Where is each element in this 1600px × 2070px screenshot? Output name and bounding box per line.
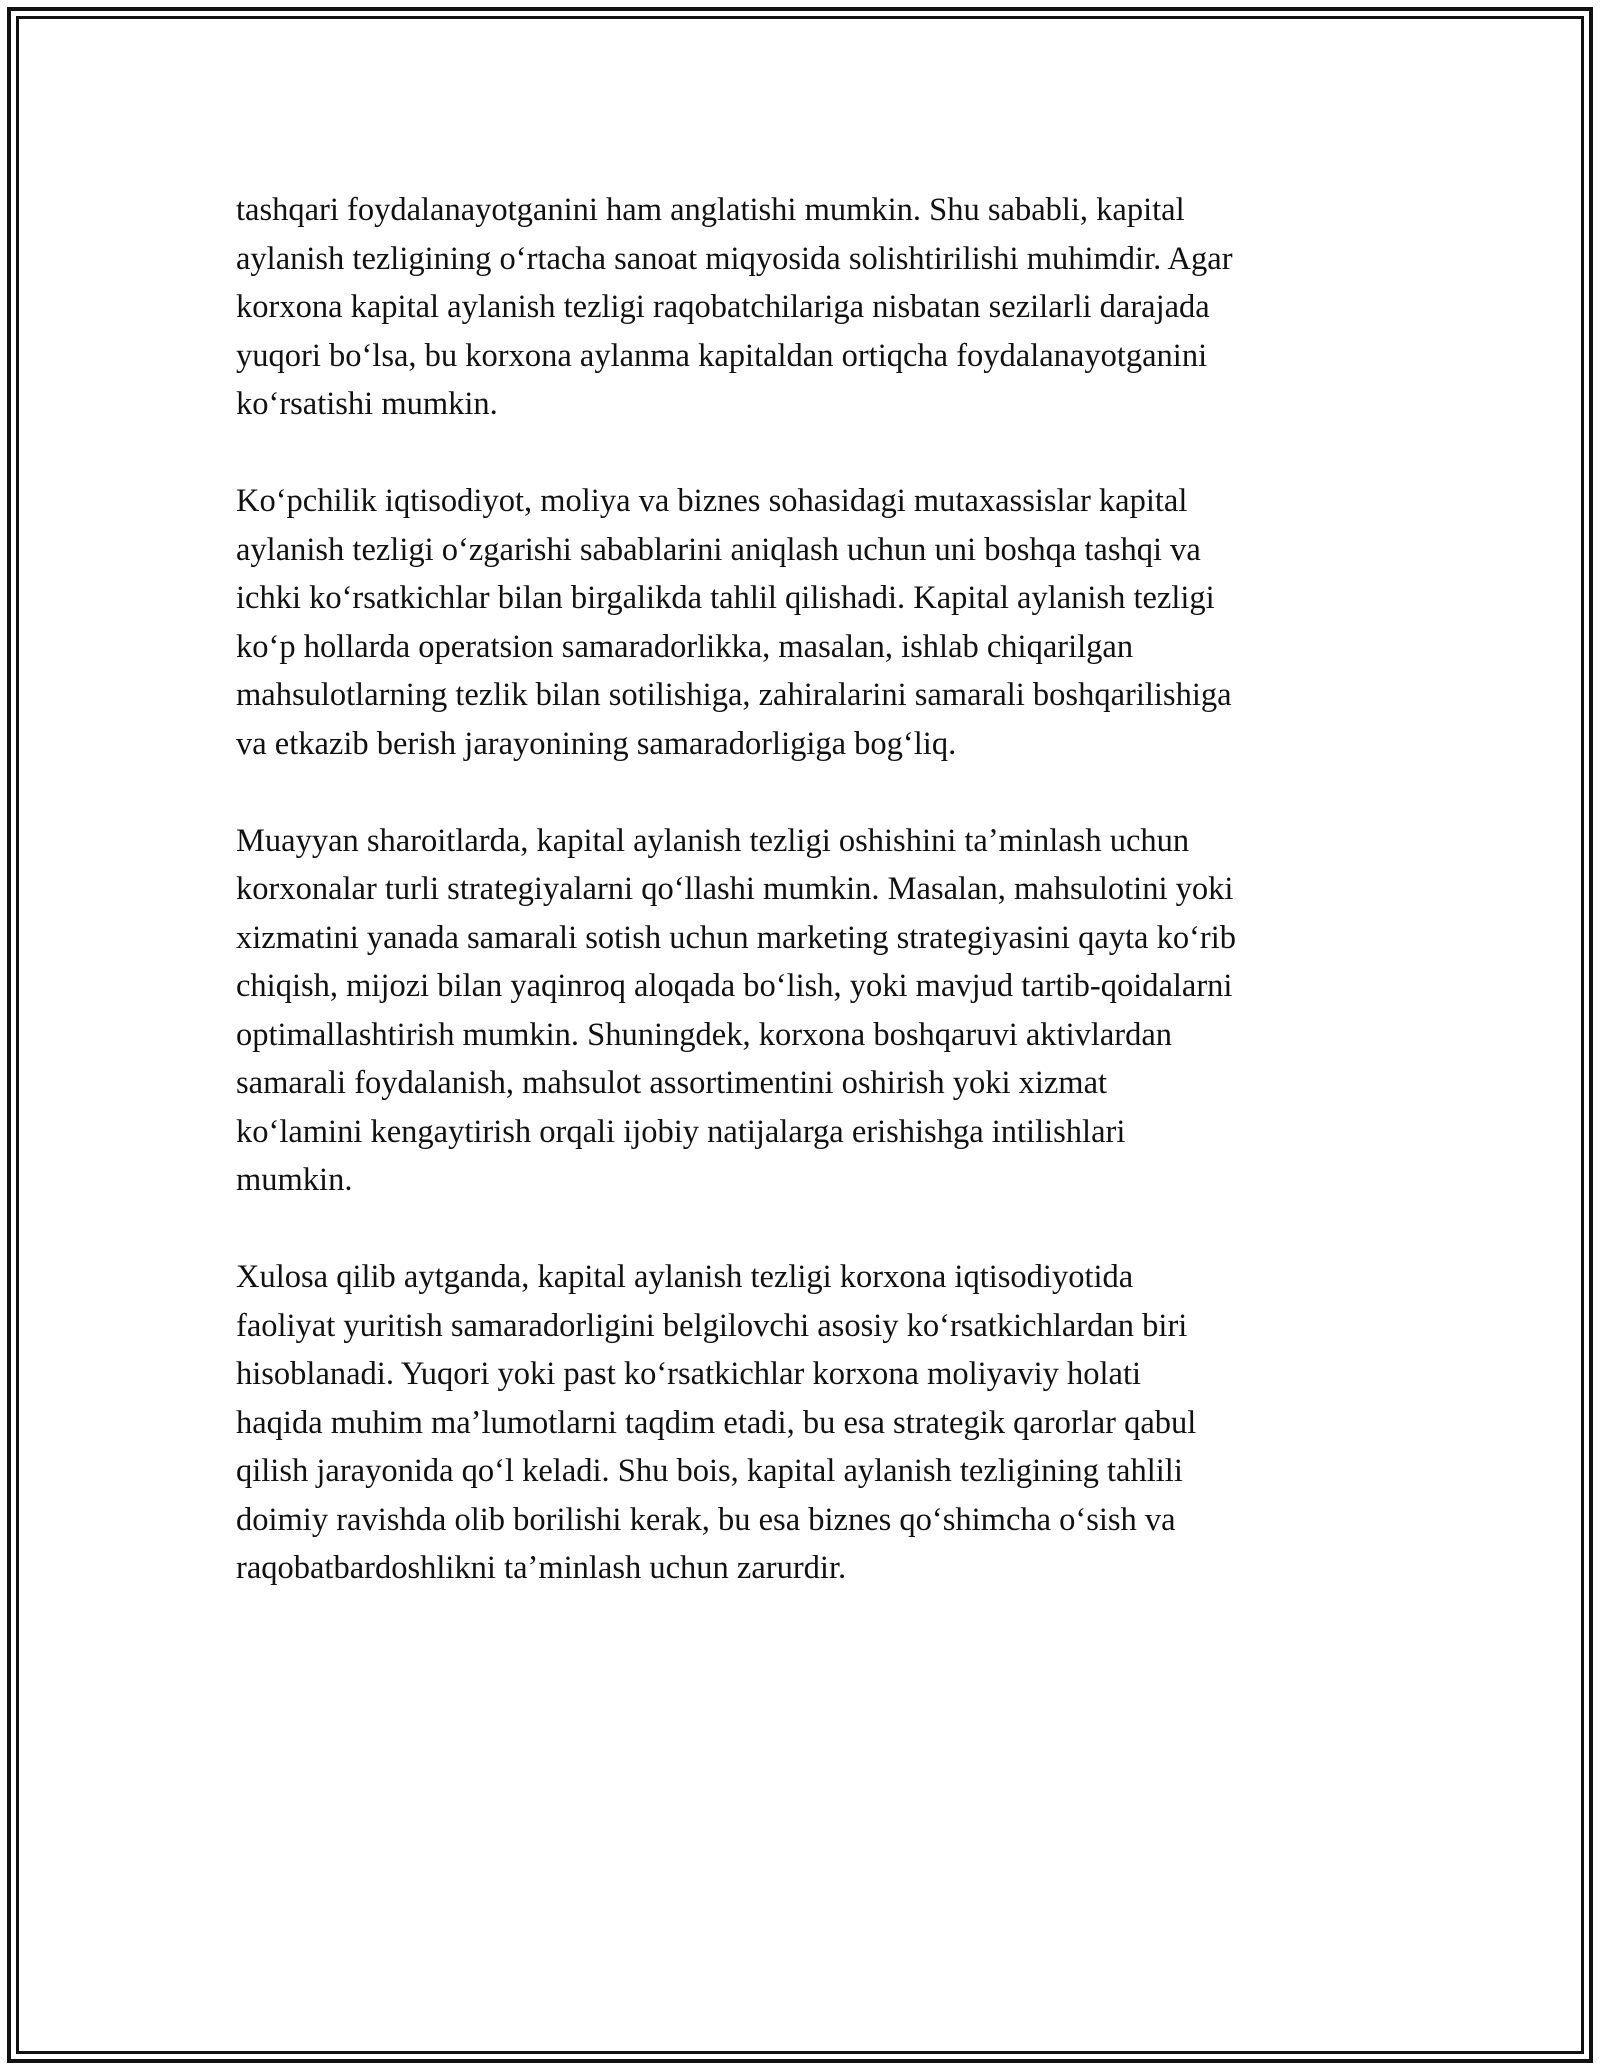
text-line: optimallashtirish mumkin. Shuningdek, korxona boshqaruvi aktivlardan — [236, 1016, 1173, 1053]
text-line: hisoblanadi. Yuqori yoki past koʻrsatkichlar korxona moliyaviy holati — [236, 1356, 1142, 1392]
text-line: yuqori boʻlsa, bu korxona aylanma kapitaldan ortiqcha foydalanayotganini — [236, 337, 1208, 374]
text-line: haqida muhim maʼlumotlarni taqdim etadi, bu esa strategik qarorlar qabul — [236, 1404, 1197, 1441]
text-line: koʻp hollarda operatsion samaradorlikka, masalan, ishlab chiqarilgan — [236, 628, 1134, 665]
text-line: Muayyan sharoitlarda, kapital aylanish tezligi oshishini taʼminlash uchun — [236, 822, 1190, 859]
paragraph — [236, 186, 1376, 429]
text-line: tashqari foydalanayotganini ham anglatishi mumkin. Shu sababli, kapital — [236, 192, 1185, 228]
text-line: samarali foydalanish, mahsulot assortimentini oshirish yoki xizmat — [236, 1065, 1108, 1101]
text-line: va etkazib berish jarayonining samaradorligiga bogʻliq. — [236, 725, 957, 762]
text-line: mahsulotlarning tezlik bilan sotilishiga, zahiralarini samarali boshqarilishiga — [236, 677, 1232, 713]
text-line: qilish jarayonida qoʻl keladi. Shu bois, kapital aylanish tezligining tahlili — [236, 1453, 1183, 1489]
text-line: ichki koʻrsatkichlar bilan birgalikda tahlil qilishadi. Kapital aylanish tezligi — [236, 580, 1215, 616]
text-line: Xulosa qilib aytganda, kapital aylanish tezligi korxona iqtisodiyotida — [236, 1259, 1134, 1295]
text-line: aylanish tezligining oʻrtacha sanoat miqyosida solishtirilishi muhimdir. Agar — [236, 240, 1233, 277]
paragraph — [236, 817, 1376, 1205]
paragraph — [236, 477, 1376, 768]
text-line: aylanish tezligi oʻzgarishi sabablarini aniqlash uchun uni boshqa tashqi va — [236, 531, 1201, 568]
text-line: chiqish, mijozi bilan yaqinroq aloqada boʻlish, yoki mavjud tartib-qoidalarni — [236, 968, 1233, 1004]
text-line: doimiy ravishda olib borilishi kerak, bu esa biznes qoʻshimcha oʻsish va — [236, 1501, 1176, 1538]
text-line: korxona kapital aylanish tezligi raqobatchilariga nisbatan sezilarli darajada — [236, 289, 1210, 325]
text-line: korxonalar turli strategiyalarni qoʻllashi mumkin. Masalan, mahsulotini yoki — [236, 871, 1234, 907]
text-line: koʻlamini kengaytirish orqali ijobiy natijalarga erishishga intilishlari — [236, 1113, 1126, 1150]
text-line: mumkin. — [236, 1162, 353, 1198]
text-line: koʻrsatishi mumkin. — [236, 386, 498, 422]
text-line: xizmatini yanada samarali sotish uchun marketing strategiyasini qayta koʻrib — [236, 919, 1236, 956]
document-body — [236, 186, 1376, 1593]
text-line: faoliyat yuritish samaradorligini belgilovchi asosiy koʻrsatkichlardan biri — [236, 1307, 1188, 1344]
text-line: Koʻpchilik iqtisodiyot, moliya va biznes sohasidagi mutaxassislar kapital — [236, 483, 1188, 519]
paragraph — [236, 1253, 1376, 1593]
text-line: raqobatbardoshlikni taʼminlash uchun zarurdir. — [236, 1550, 847, 1586]
